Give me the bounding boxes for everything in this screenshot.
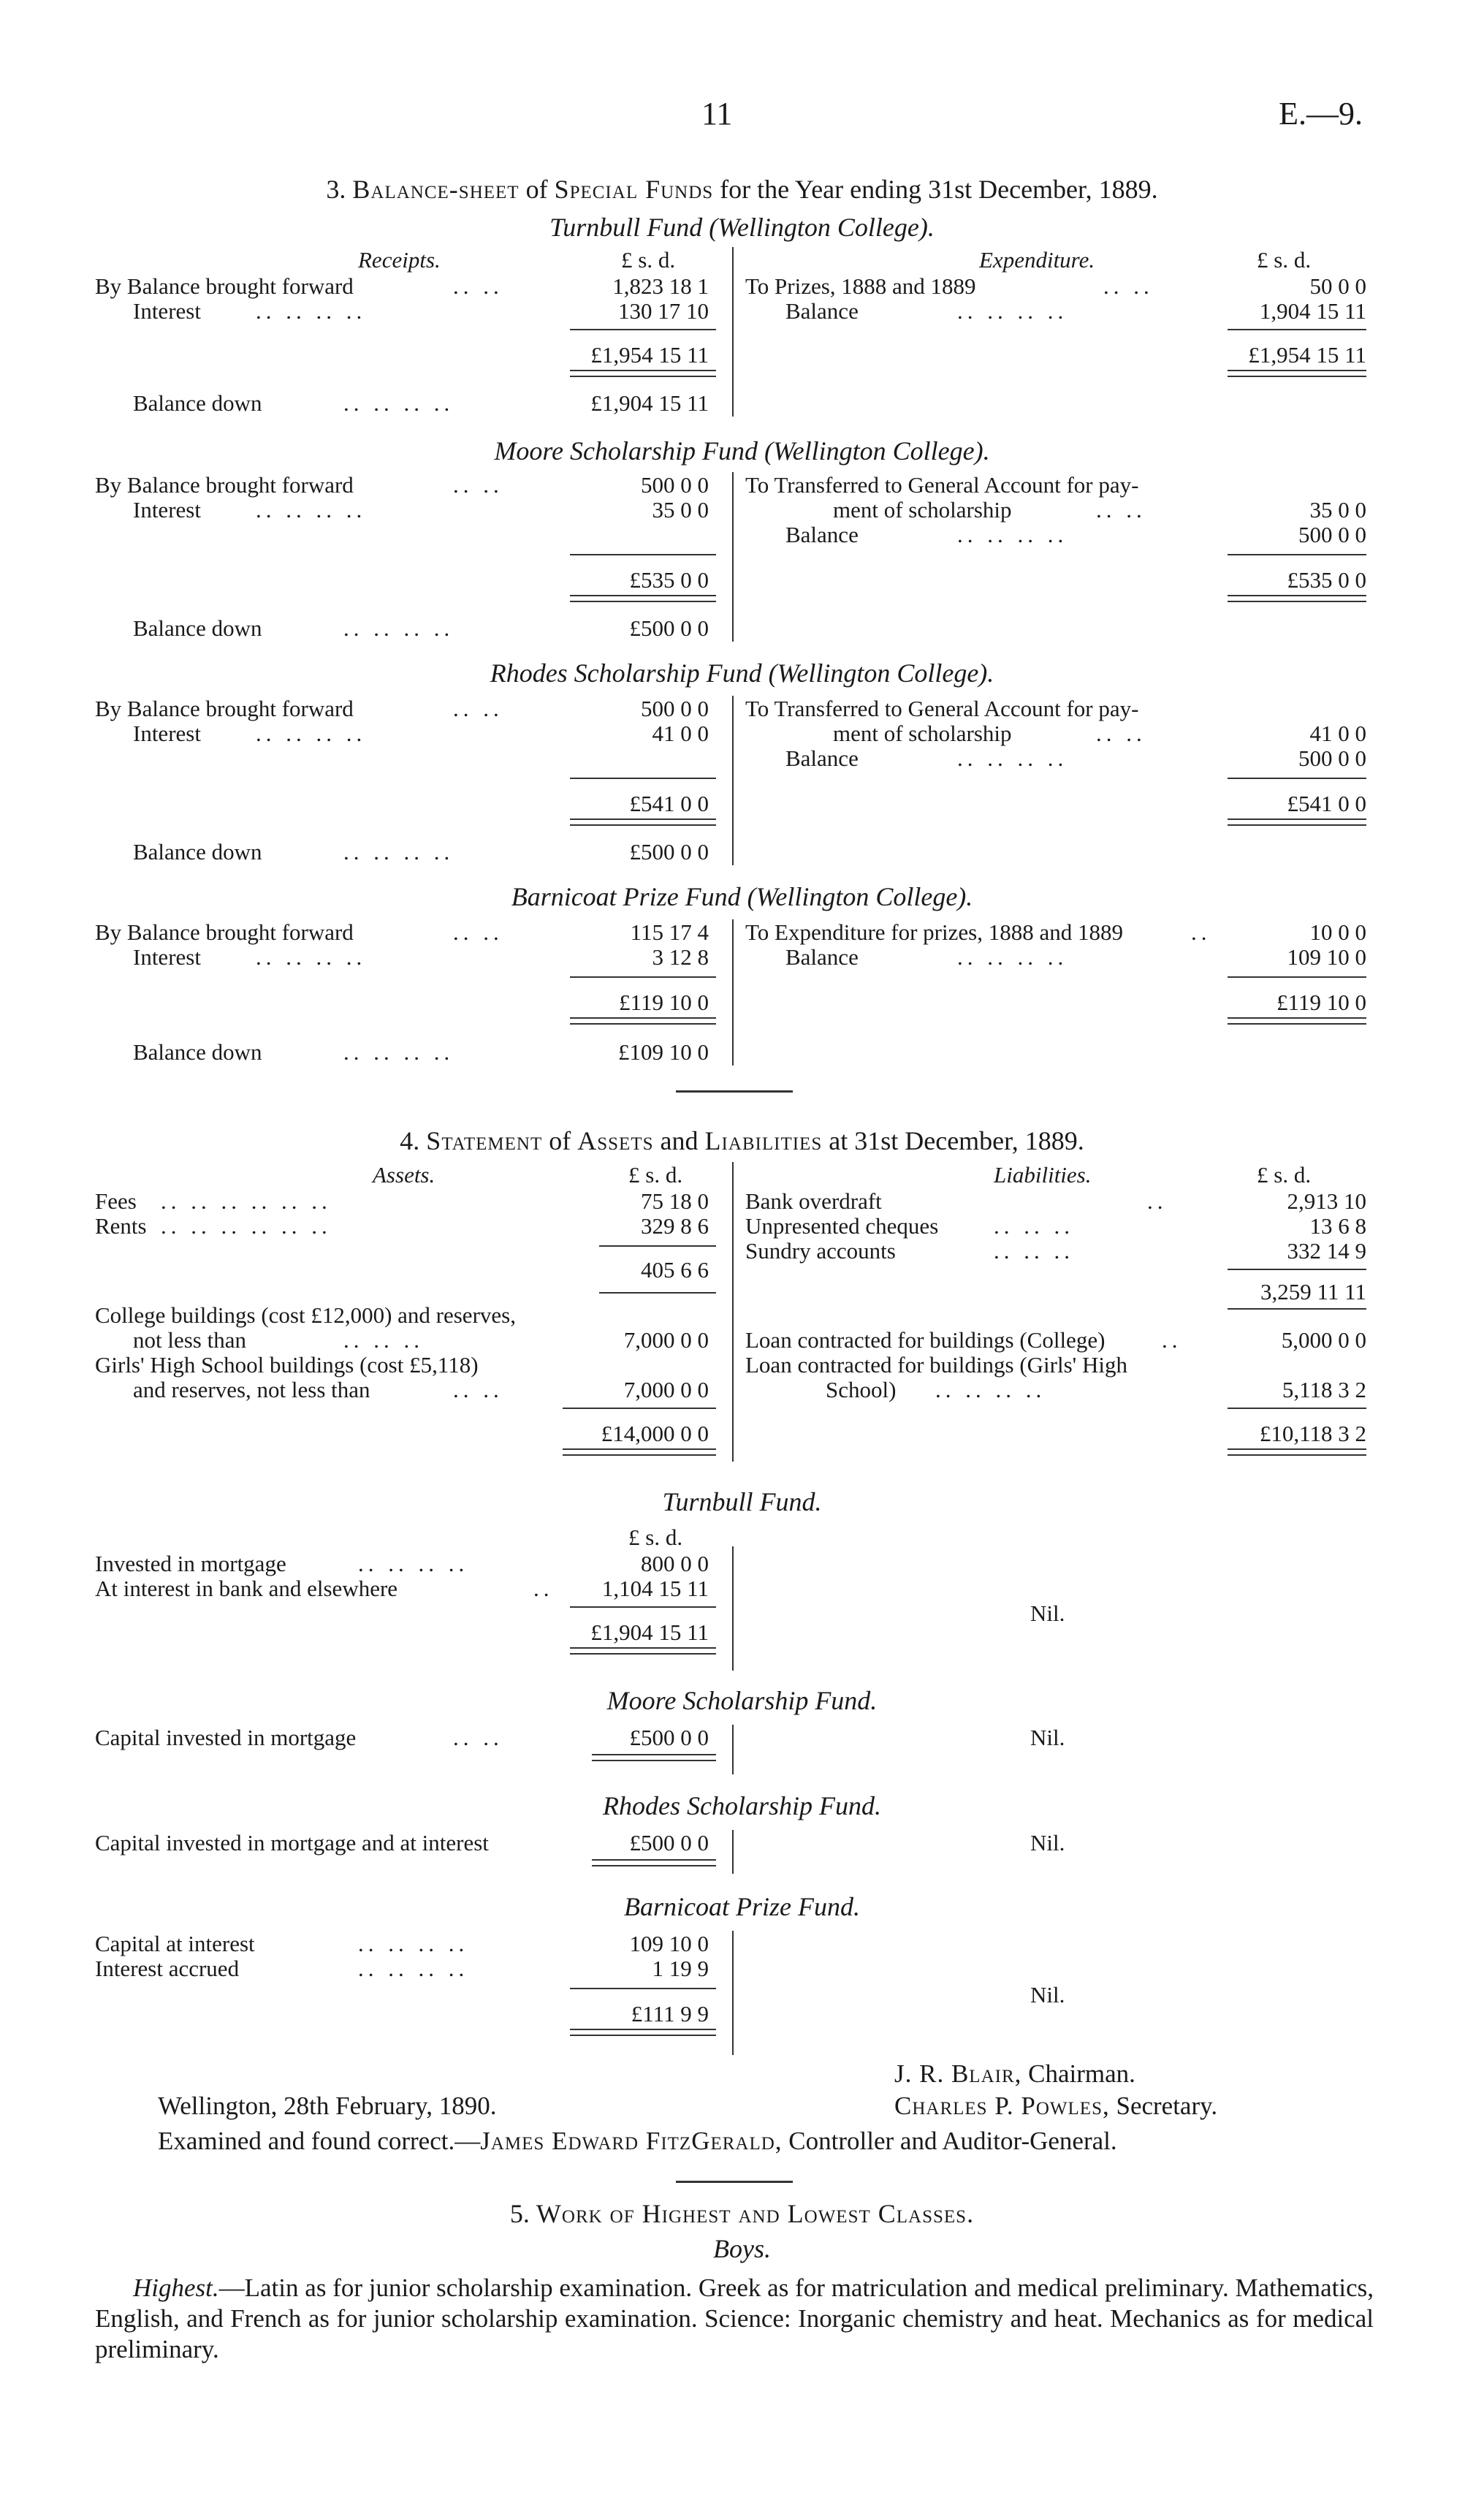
currency-heading: £ s. d. xyxy=(628,1162,683,1188)
ledger-row: not less than .. .. .. 7,000 0 0 Loan contracted for buildings (College) .. 5,000 0 0 xyxy=(133,1327,1366,1353)
rhodes-fund-heading: Rhodes Scholarship Fund (Wellington College). xyxy=(490,658,994,688)
ledger-subtotal-row: 405 6 6 xyxy=(641,1257,709,1283)
page-number: 11 xyxy=(701,96,733,132)
barnicoat-fund-heading: Barnicoat Prize Fund (Wellington College). xyxy=(511,882,973,911)
nil-label: Nil. xyxy=(1030,1982,1065,2008)
section-3-title: 3. Balance-sheet of Special Funds for the Year ending 31st December, 1889. xyxy=(326,175,1158,204)
turnbull-assets-heading: Turnbull Fund. xyxy=(662,1487,822,1516)
ledger-row: By Balance brought forward .. .. 115 17 4 To Expenditure for prizes, 1888 and 1889 .. 10 0 0 xyxy=(95,919,1366,945)
ledger-row: Girls' High School buildings (cost £5,118) Loan contracted for buildings (Girls' High xyxy=(95,1352,1127,1378)
section-divider xyxy=(676,1090,793,1093)
ledger-row: Capital at interest .. .. .. .. 109 10 0 xyxy=(95,1931,709,1956)
ledger-row: Interest .. .. .. .. 35 0 0 ment of scholarship .. .. 35 0 0 xyxy=(133,497,1366,523)
ledger-row: Interest .. .. .. .. 3 12 8 Balance .. .. .. .. 109 10 0 xyxy=(133,944,1366,970)
boys-subheading: Boys. xyxy=(713,2234,771,2263)
rhodes-assets-ledger xyxy=(95,1830,1374,1888)
ledger-row: and reserves, not less than .. .. 7,000 0 0 School) .. .. .. .. 5,118 3 2 xyxy=(133,1377,1366,1402)
nil-label: Nil. xyxy=(1030,1725,1065,1750)
ledger-total-row: £111 9 9 xyxy=(631,2001,709,2027)
ledger-row: Balance .. .. .. .. 500 0 0 xyxy=(785,745,1366,771)
auditor-statement: Examined and found correct.—James Edward FitzGerald, Controller and Auditor-General. xyxy=(158,2127,1117,2155)
ledger-row: Rents .. .. .. .. .. .. 329 8 6 Unpresented cheques .. .. .. 13 6 8 xyxy=(95,1213,1366,1239)
ledger-row: Interest .. .. .. .. 41 0 0 ment of scholarship .. .. 41 0 0 xyxy=(133,721,1366,746)
section-4-title: 4. Statement of Assets and Liabilities at 31st December, 1889. xyxy=(400,1126,1084,1155)
currency-heading: £ s. d. xyxy=(621,247,676,273)
rhodes-assets-heading: Rhodes Scholarship Fund. xyxy=(603,1791,881,1820)
secretary-signature: Charles P. Powles, Secretary. xyxy=(894,2092,1218,2120)
section-5-title: 5. Work of Highest and Lowest Classes. xyxy=(509,2199,975,2228)
highest-class-paragraph: Highest.—Latin as for junior scholarship examination. Greek as for matriculation and medical preliminary. Mathematics, English, and French as for junior scholarship examination. Science: Inorganic chemistry and heat. Mechanics as for medical preliminary. xyxy=(95,2274,1374,2363)
ledger-total-row: £541 0 0 £541 0 0 xyxy=(629,791,1366,816)
assets-liabilities-ledger xyxy=(95,1162,1374,1484)
ledger-total-row: £1,904 15 11 xyxy=(590,1619,709,1645)
rhodes-ledger xyxy=(95,696,1374,871)
ledger-row: Capital invested in mortgage .. .. £500 0 0 Nil. xyxy=(95,1725,1065,1750)
ledger-total-row: £535 0 0 £535 0 0 xyxy=(629,567,1366,593)
expenditure-heading: Expenditure. xyxy=(979,247,1095,273)
ledger-row: By Balance brought forward .. .. 500 0 0 To Transferred to General Account for pay- xyxy=(95,472,1139,498)
assets-heading: Assets. xyxy=(373,1162,435,1188)
ledger-total-row: £1,954 15 11 £1,954 15 11 xyxy=(590,342,1366,368)
barnicoat-assets-ledger xyxy=(95,1931,1374,2077)
moore-ledger xyxy=(95,472,1374,647)
ledger-row: Interest accrued .. .. .. .. 1 19 9 xyxy=(95,1956,709,1981)
turnbull-assets-ledger xyxy=(95,1524,1374,1693)
currency-heading-right: £ s. d. xyxy=(1257,1162,1312,1188)
nil-label: Nil. xyxy=(1030,1830,1065,1856)
moore-assets-heading: Moore Scholarship Fund. xyxy=(606,1686,878,1715)
ledger-total-row: £14,000 0 0 £10,118 3 2 xyxy=(601,1421,1366,1446)
ledger-total-row: £119 10 0 £119 10 0 xyxy=(619,990,1366,1015)
barnicoat-assets-heading: Barnicoat Prize Fund. xyxy=(624,1892,860,1921)
turnbull-ledger xyxy=(95,247,1374,422)
chairman-signature: J. R. Blair, Chairman. xyxy=(894,2059,1135,2088)
balance-down-row: Balance down .. .. .. .. £1,904 15 11 xyxy=(133,390,709,416)
ledger-row: Capital invested in mortgage and at interest £500 0 0 Nil. xyxy=(95,1830,1065,1856)
moore-fund-heading: Moore Scholarship Fund (Wellington College). xyxy=(494,436,990,466)
ledger-row: Invested in mortgage .. .. .. .. 800 0 0 xyxy=(95,1551,709,1576)
ledger-row: Sundry accounts .. .. .. 332 14 9 xyxy=(745,1238,1366,1264)
moore-assets-ledger xyxy=(95,1725,1374,1783)
document-code: E.—9. xyxy=(1279,96,1363,132)
ledger-row: Fees .. .. .. .. .. .. 75 18 0 Bank overdraft .. 2,913 10 xyxy=(95,1188,1366,1214)
balance-down-row: Balance down .. .. .. .. £500 0 0 xyxy=(133,839,709,865)
balance-down-row: Balance down .. .. .. .. £500 0 0 xyxy=(133,615,709,641)
ledger-row: By Balance brought forward .. .. 1,823 18 1 To Prizes, 1888 and 1889 .. .. 50 0 0 xyxy=(95,273,1366,299)
nil-label: Nil. xyxy=(1030,1600,1065,1626)
currency-heading: £ s. d. xyxy=(628,1524,683,1550)
place-date: Wellington, 28th February, 1890. xyxy=(158,2092,497,2120)
ledger-row: Balance .. .. .. .. 500 0 0 xyxy=(785,522,1366,547)
turnbull-fund-heading: Turnbull Fund (Wellington College). xyxy=(549,213,935,242)
ledger-row: By Balance brought forward .. .. 500 0 0 To Transferred to General Account for pay- xyxy=(95,696,1139,721)
balance-down-row: Balance down .. .. .. .. £109 10 0 xyxy=(133,1039,709,1065)
ledger-row: College buildings (cost £12,000) and reserves, xyxy=(95,1302,516,1328)
section-divider xyxy=(676,2181,793,2183)
currency-heading-right: £ s. d. xyxy=(1257,247,1312,273)
ledger-row: Interest .. .. .. .. 130 17 10 Balance .. .. .. .. 1,904 15 11 xyxy=(133,298,1366,324)
ledger-subtotal-row: 3,259 11 11 xyxy=(1260,1279,1366,1304)
liabilities-heading: Liabilities. xyxy=(994,1162,1092,1188)
ledger-row: At interest in bank and elsewhere .. 1,104 15 11 xyxy=(95,1576,709,1601)
barnicoat-ledger xyxy=(95,919,1374,1073)
receipts-heading: Receipts. xyxy=(358,247,441,273)
